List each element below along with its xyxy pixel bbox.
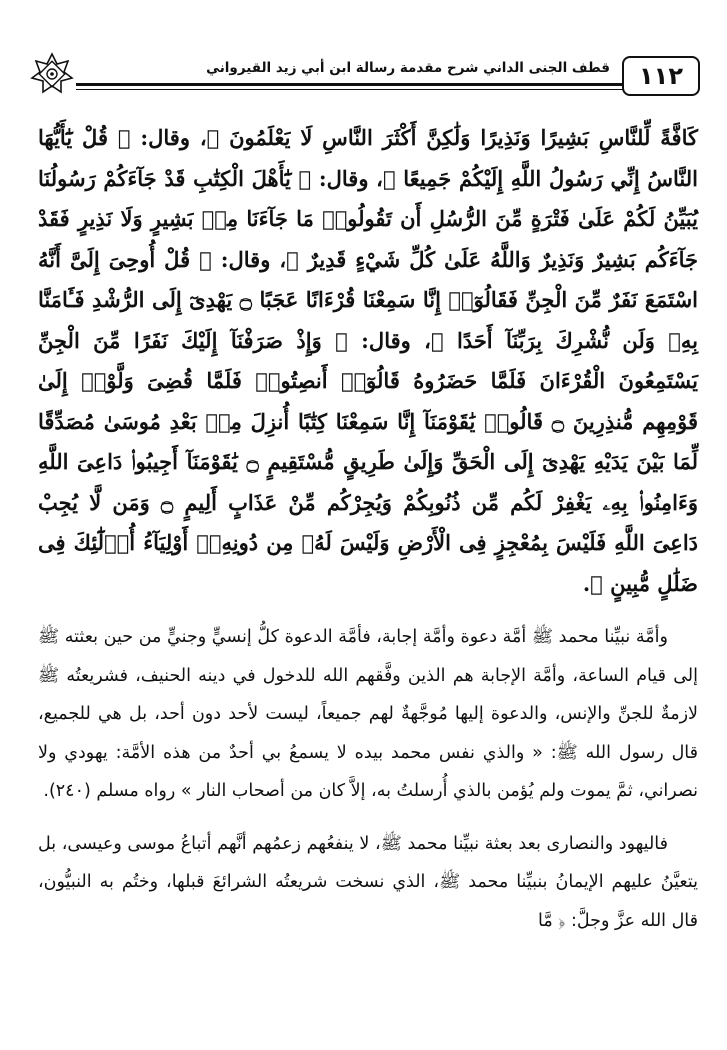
star-ornament-icon [30,52,74,96]
quran-line: الْكِتَٰبِ قَدْ جَآءَكُمْ رَسُولُنَا يُبَيِّنُ لَكُمْ عَلَىٰ فَتْرَةٍ مِّنَ الرُّسُلِ أَن تَقُولُوا۟ مَا جَآءَنَا [38,165,698,231]
quran-line: وَلَّوْا۟ إِلَىٰ قَوْمِهِم مُّنذِرِينَ ۝ قَالُوا۟ يَٰقَوْمَنَآ إِنَّا سَمِعْنَا كِتَٰبًا أُنزِلَ مِنۢ بَعْدِ [38,368,698,434]
quran-line: ﴿ قُلْ أُوحِىَ إِلَىَّ أَنَّهُ اسْتَمَعَ نَفَرٌ مِّنَ الْجِنِّ فَقَالُوٓا۟ إِنَّا سَمِعْنَا قُرْءَانًا عَجَبًا ۝ يَهْدِىٓ [38,246,698,312]
quran-line: مُوسَىٰ مُصَدِّقًا لِّمَا بَيْنَ يَدَيْهِ يَهْدِىٓ إِلَى الْحَقِّ وَإِلَىٰ طَرِيقٍ مُّسْتَقِيمٍ ۝ يَٰقَوْمَنَآ [38,408,698,474]
header-rule-thin [76,89,630,90]
page-number: ١١٢ [622,56,700,96]
page-header [30,50,700,102]
quran-line: كَافَّةً لِّلنَّاسِ بَشِيرًا وَنَذِيرًا وَلَٰكِنَّ أَكْثَرَ النَّاسِ لَا يَعْلَمُونَ ﴾، وقال: [130,125,698,150]
quran-line: إِلَى الرُّشْدِ فَـَٔامَنَّا بِهِۦ وَلَن نُّشْرِكَ بِرَبِّنَآ أَحَدًا ﴾، وقال: ﴿ وَإِذْ صَرَفْنَآ إِلَيْكَ [38,287,699,353]
quran-line: ﴿ قُلْ يَٰٓأَيُّهَا النَّاسُ إِنِّي رَسُولُ اللَّهِ إِلَيْكُمْ جَمِيعًا ﴾، وقال: ﴿ يَٰٓأَهْلَ [38,125,698,191]
header-rule [76,83,630,86]
quran-line: ۝ وَمَن لَّا يُجِبْ دَاعِىَ اللَّهِ فَلَيْسَ بِمُعْجِزٍ فِى الْأَرْضِ وَلَيْسَ لَهُۥ مِن دُونِهِۦٓ [38,489,699,555]
quran-passage [38,118,698,604]
paragraph-ummah: وأمَّة نبيِّنا محمد ﷺ أمَّة دعوة وأمَّة إجابة، فأمَّة الدعوة كلُّ إنسيٍّ وجنيٍّ من حين بعثته ﷺ إلى قيام الساعة، وأمَّة الإجابة هم الذين وفَّقهم الله للدخول في دينه الحنيف، فشريعتُه ﷺ لازمةٌ للجنِّ والإنس، والدعوة إليها مُوجَّهةٌ لهم جميعاً، ليست لأحد دون أحد، بل هي للجميع، قال رسول الله ﷺ: « والذي نفس محمد بيده لا يسمعُ بي أحدٌ من هذه الأمَّة: يهودي ولا نصراني، ثمَّ يموت ولم يُؤمن بالذي أُرسلتُ به، إلاَّ كان من أصحاب النار » رواه مسلم (٢٤٠). [38,627,698,801]
paragraph-jews-christians: فاليهود والنصارى بعد بعثة نبيِّنا محمد ﷺ، لا ينفعُهم زعمُهم أنَّهم أتباعُ موسى وعيسى، بل يتعيَّنُ عليهم الإيمانُ بنبيِّنا محمد ﷺ، الذي نسخت شريعتُه الشرائعَ قبلها، وختُم به النبيُّون، قال الله عزَّ وجلَّ: ﴿ مَّا [38,833,698,931]
quran-line: أَجِيبُوا۟ دَاعِىَ اللَّهِ وَءَامِنُوا۟ بِهِۦ يَغْفِرْ لَكُم مِّن ذُنُوبِكُمْ وَيُجِرْكُم مِّنْ عَذَابٍ أَلِيمٍ [38,449,698,515]
quran-line: نَفَرًا مِّنَ الْجِنِّ يَسْتَمِعُونَ الْقُرْءَانَ فَلَمَّا حَضَرُوهُ قَالُوٓا۟ أَنصِتُوا۟ فَلَمَّا قُضِىَ [38,327,698,393]
quran-line: أَوْلِيَآءُ أُو۟لَٰٓئِكَ فِى ضَلَٰلٍ مُّبِينٍ ﴾. [38,530,698,596]
quran-line: مِنۢ بَشِيرٍ وَلَا نَذِيرٍ فَقَدْ جَآءَكُم بَشِيرٌ وَنَذِيرٌ وَاللَّهُ عَلَىٰ كُلِّ شَيْءٍ قَدِيرٌ ﴾، وقال: [38,206,698,272]
page-body [38,118,698,940]
running-title: قطف الجنى الداني شرح مقدمة رسالة ابن أبي زيد القيرواني [206,60,610,76]
